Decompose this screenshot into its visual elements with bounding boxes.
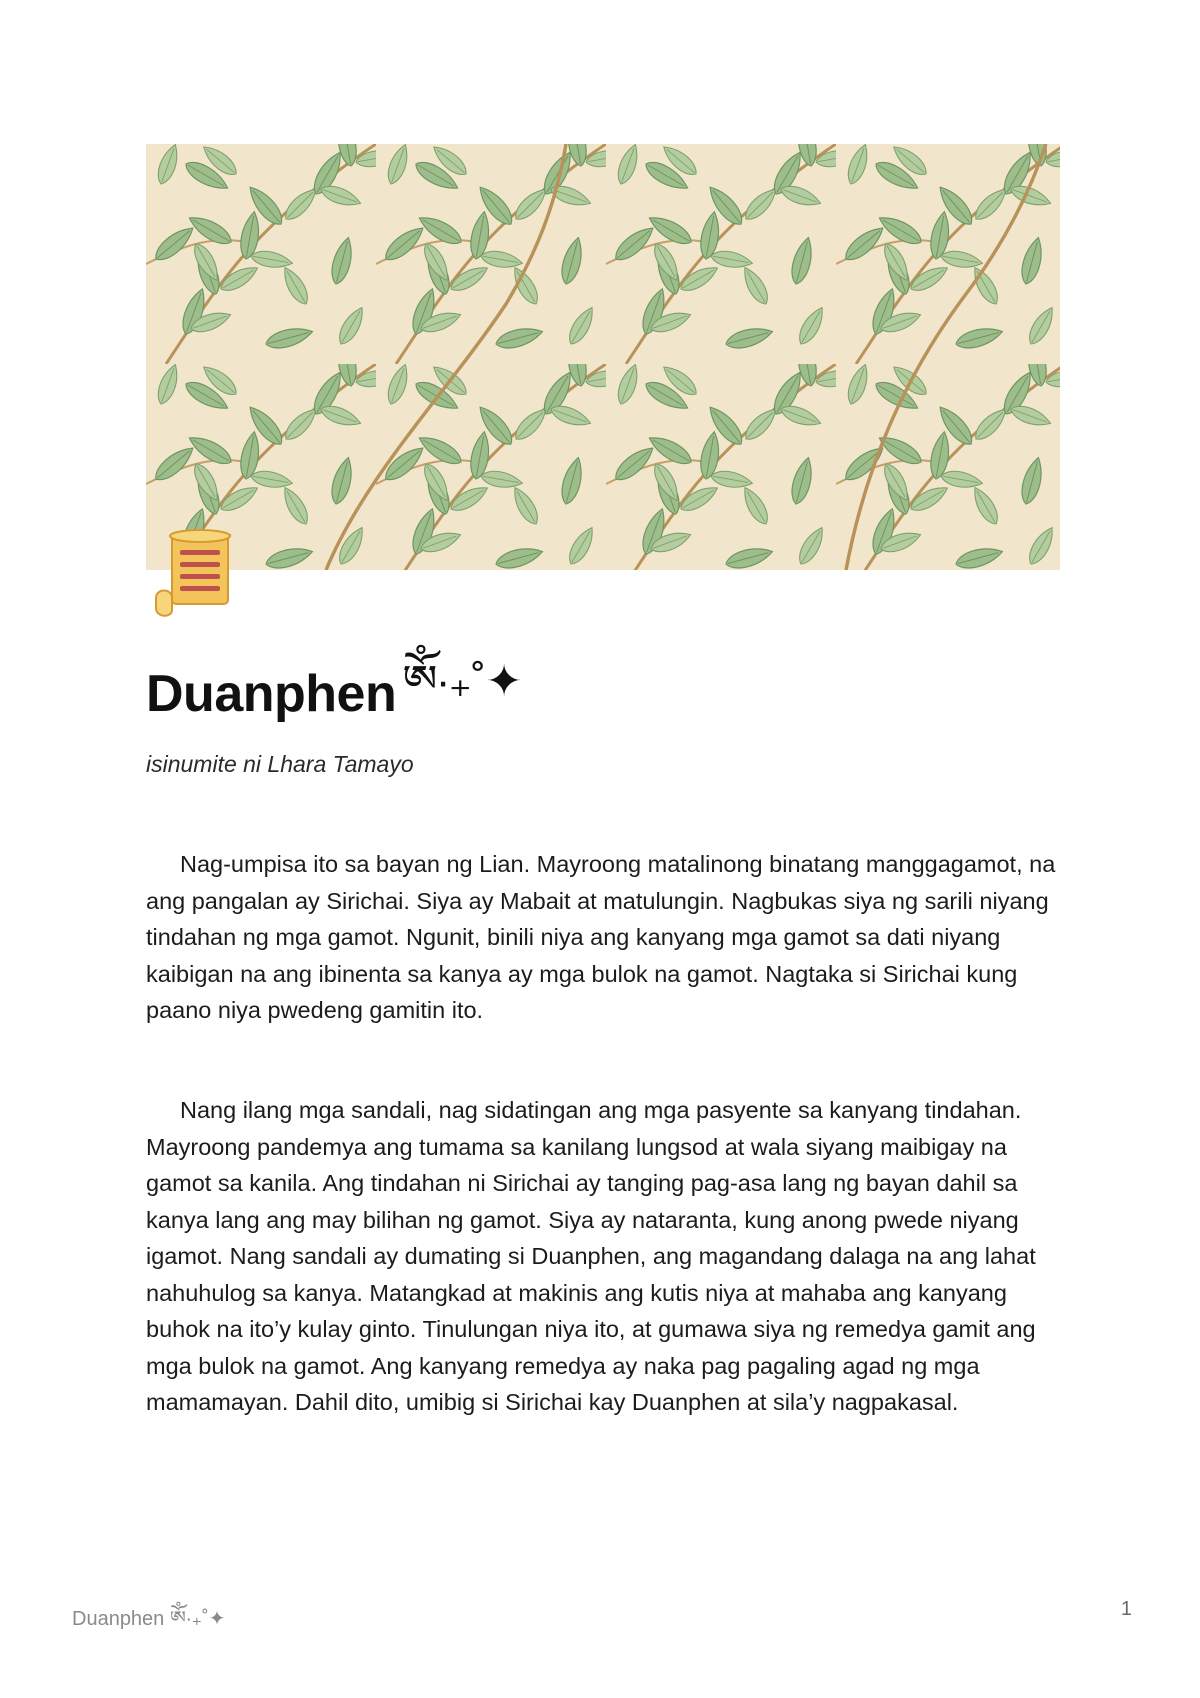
paragraph-1: Nag-umpisa ito sa bayan ng Lian. Mayroong matalinong binatang manggagamot, na ang pangalan ay Sirichai. Siya ay Mabait at matulungin. Nagbukas siya ng sarili niyang tindahan ng mga gamot. Ngunit, binili niya ang kanyang mga gamot sa dati niyang kaibigan na ang ibinenta sa kanya ay mga bulok na gamot. Nagtaka si Sirichai kung paano niya pwedeng gamitin ito. [146,851,1056,1023]
author-subtitle: isinumite ni Lhara Tamayo [146,751,414,777]
page-title [146,632,522,756]
footer-title: Duanphen ༀ∙₊˚✦ [72,1608,226,1630]
page-number: 1 [1120,1598,1132,1620]
title-decoration: ༀ∙₊˚✦ [402,657,522,706]
title-text: Duanphen [146,665,397,723]
scroll-icon [150,528,236,618]
cover-image [146,144,1060,570]
paragraph-2: Nang ilang mga sandali, nag sidatingan ang mga pasyente sa kanyang tindahan. Mayroong pandemya ang tumama sa kanilang lungsod at wala siyang maibigay na gamot sa kanila. Ang tindahan ni Sirichai ay tanging pag-asa lang ng bayan dahil sa kanya lang ang may bilihan ng gamot. Siya ay nataranta, kung anong pwede niyang igamot. Nang sandali ay dumating si Duanphen, ang magandang dalaga na ang lahat nahuhulog sa kanya. Matangkad at makinis ang kutis niya at mahaba ang kanyang buhok na ito’y kulay ginto. Tinulungan niya ito, at gumawa siya ng remedya gamit ang mga bulok na gamot. Ang kanyang remedya ay naka pag pagaling agad ng mga mamamayan. Dahil dito, umibig si Sirichai kay Duanphen at sila’y nagpakasal. [146,1097,1036,1415]
willow-leaf-pattern [146,144,1060,570]
